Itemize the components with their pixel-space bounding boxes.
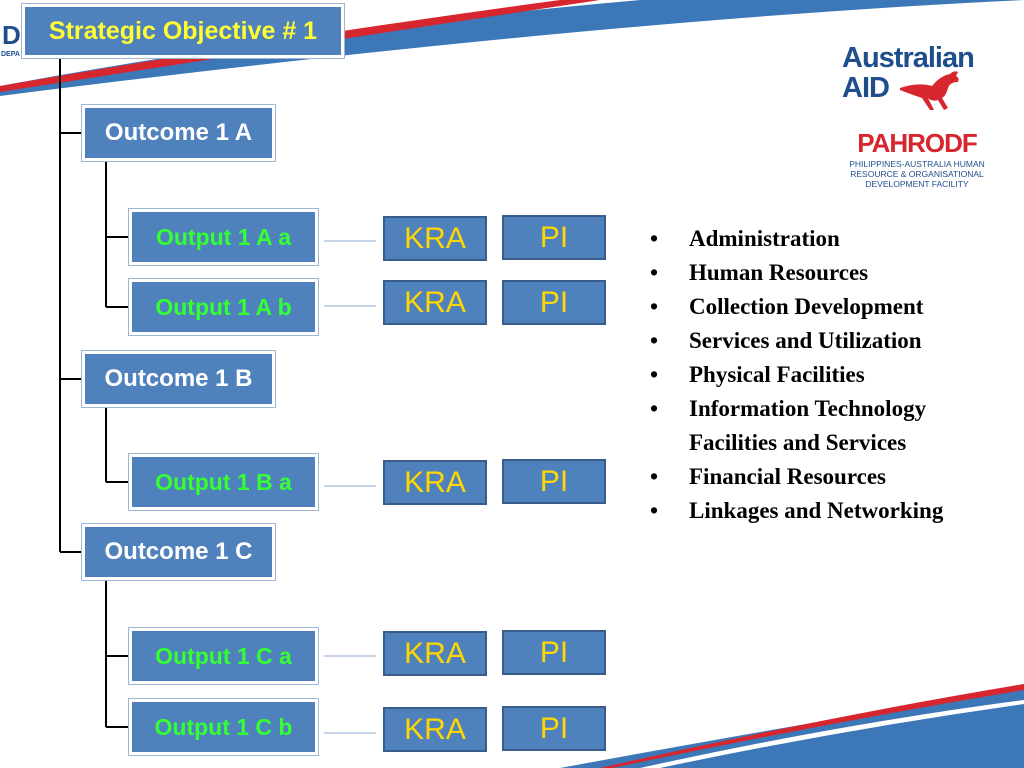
output-1ba-box: Output 1 B a: [129, 454, 318, 510]
kra-box-5: KRA: [383, 707, 487, 752]
kra-box-1: KRA: [383, 216, 487, 261]
kra-area-item: • Collection Development: [648, 290, 1018, 324]
australian-aid-line1: Australian: [842, 42, 974, 74]
outcome-1b-box: Outcome 1 B: [82, 351, 275, 407]
kra-area-item: • Information Technology Facilities and Services: [648, 392, 1018, 460]
kra-areas-list: [648, 222, 1018, 528]
pi-box-4: PI: [502, 630, 606, 675]
kangaroo-icon: [898, 68, 964, 112]
pahrodf-title: PAHRODF: [857, 128, 977, 158]
pi-box-3: PI: [502, 459, 606, 504]
pi-box-2: PI: [502, 280, 606, 325]
output-1cb-box: Output 1 C b: [129, 699, 318, 755]
australian-aid-logo: [842, 42, 1002, 112]
kra-box-3: KRA: [383, 460, 487, 505]
pi-box-5: PI: [502, 706, 606, 751]
kra-box-2: KRA: [383, 280, 487, 325]
kra-area-item: • Financial Resources: [648, 460, 1018, 494]
output-kra-links: [324, 241, 376, 733]
department-logo-text: DEPA: [1, 51, 20, 58]
output-1ab-box: Output 1 A b: [129, 279, 318, 335]
output-1aa-box: Output 1 A a: [129, 209, 318, 265]
kra-box-4: KRA: [383, 631, 487, 676]
department-logo: [0, 18, 22, 62]
kra-area-item: • Linkages and Networking: [648, 494, 1018, 528]
pi-box-1: PI: [502, 215, 606, 260]
strategic-objective-box: Strategic Objective # 1: [22, 4, 344, 58]
pahrodf-logo: [838, 128, 996, 189]
outcome-1a-box: Outcome 1 A: [82, 105, 275, 161]
kra-area-item: • Human Resources: [648, 256, 1018, 290]
department-logo-letter: D: [2, 20, 21, 50]
kra-area-item: • Physical Facilities: [648, 358, 1018, 392]
outcome-1c-box: Outcome 1 C: [82, 524, 275, 580]
output-1ca-box: Output 1 C a: [129, 628, 318, 684]
pahrodf-subtitle: PHILIPPINES-AUSTRALIA HUMAN RESOURCE & ORGANISATIONAL DEVELOPMENT FACILITY: [849, 159, 985, 189]
kra-area-item: • Administration: [648, 222, 1018, 256]
kra-area-item: • Services and Utilization: [648, 324, 1018, 358]
australian-aid-line2: AID: [842, 72, 889, 104]
